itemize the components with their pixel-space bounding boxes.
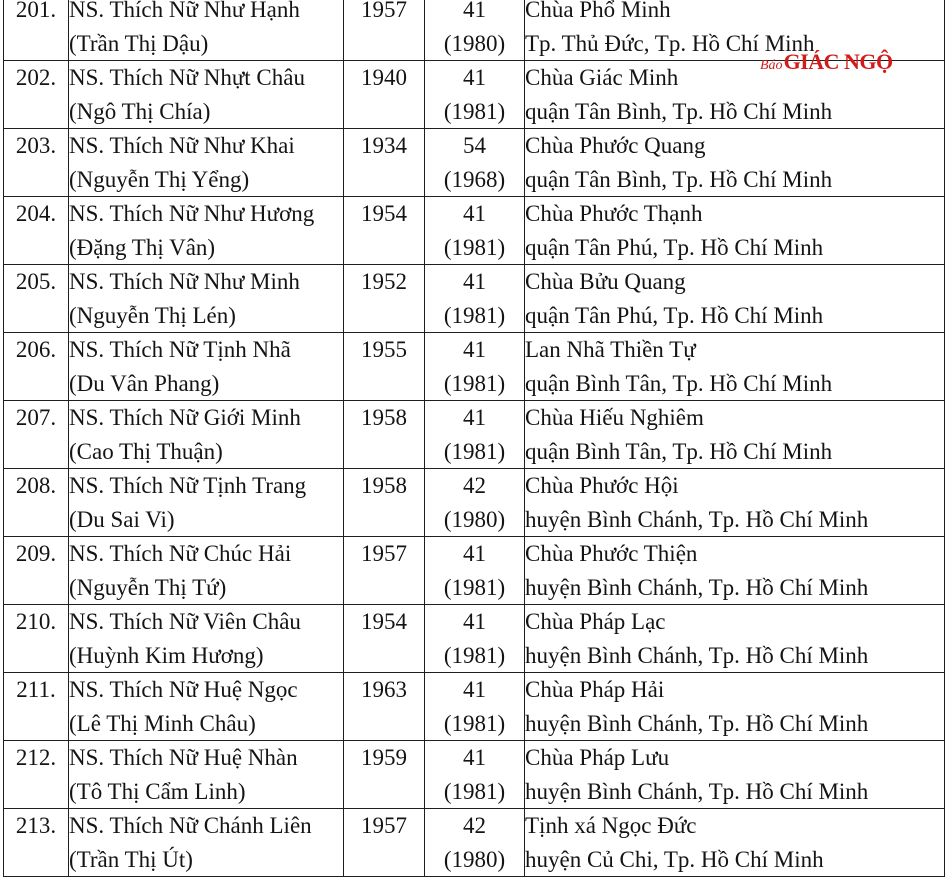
age-year: (1981) [443, 98, 506, 124]
name-cell [69, 401, 344, 469]
row-number-cell [4, 0, 69, 61]
temple-name: Chùa Pháp Hải [525, 677, 665, 702]
age-value: 41 [463, 337, 486, 362]
birth-year-cell [344, 61, 425, 129]
age-value: 41 [463, 65, 486, 90]
birth-year-cell [344, 469, 425, 537]
row-number: 209. [15, 541, 57, 566]
newspaper-watermark [760, 51, 893, 73]
name-cell [69, 197, 344, 265]
birth-year: 1958 [361, 473, 407, 498]
row-number-cell [4, 809, 69, 877]
birth-year: 1957 [361, 541, 407, 566]
dharma-name: NS. Thích Nữ Tịnh Nhã [69, 337, 291, 362]
age-value: 41 [463, 201, 486, 226]
age-value: 41 [463, 677, 486, 702]
temple-name: Chùa Phước Thạnh [525, 201, 703, 226]
row-number-cell [4, 469, 69, 537]
name-cell [69, 265, 344, 333]
birth-year-cell [344, 537, 425, 605]
birth-name: (Ngô Thị Chía) [69, 98, 211, 124]
table-row [4, 265, 945, 333]
age-year: (1968) [443, 166, 506, 192]
place-cell [525, 673, 945, 741]
birth-year: 1957 [361, 0, 407, 22]
birth-name: (Lê Thị Minh Châu) [69, 710, 256, 736]
place-cell [525, 197, 945, 265]
temple-name: Lan Nhã Thiền Tự [525, 337, 696, 362]
watermark-prefix: Báo [760, 58, 783, 73]
temple-name: Chùa Phước Hội [525, 473, 679, 498]
temple-location: quận Bình Tân, Tp. Hồ Chí Minh [525, 438, 833, 464]
roster-body [4, 0, 945, 877]
dharma-name: NS. Thích Nữ Như Khai [69, 133, 295, 158]
row-number-cell [4, 265, 69, 333]
age-year: (1981) [443, 234, 506, 260]
age-value: 41 [463, 609, 486, 634]
row-number-cell [4, 333, 69, 401]
row-number: 206. [15, 337, 57, 362]
temple-location: quận Tân Bình, Tp. Hồ Chí Minh [525, 166, 833, 192]
table-row [4, 537, 945, 605]
temple-location: huyện Bình Chánh, Tp. Hồ Chí Minh [525, 642, 869, 668]
temple-name: Chùa Hiếu Nghiêm [525, 405, 704, 430]
age-cell [425, 537, 525, 605]
birth-year: 1959 [361, 745, 407, 770]
dharma-name: NS. Thích Nữ Huệ Ngọc [69, 677, 298, 702]
temple-name: Chùa Bửu Quang [525, 269, 686, 294]
birth-year: 1940 [361, 65, 407, 90]
row-number-cell [4, 401, 69, 469]
row-number: 203. [15, 133, 57, 158]
row-number: 212. [15, 745, 57, 770]
birth-name: (Nguyễn Thị Tứ) [69, 574, 227, 600]
row-number-cell [4, 741, 69, 809]
age-year: (1980) [443, 506, 506, 532]
nun-roster-table [3, 0, 945, 877]
age-value: 41 [463, 269, 486, 294]
age-year: (1981) [443, 642, 506, 668]
row-number: 201. [15, 0, 57, 22]
temple-location: huyện Bình Chánh, Tp. Hồ Chí Minh [525, 506, 869, 532]
name-cell [69, 605, 344, 673]
age-value: 41 [463, 541, 486, 566]
birth-year-cell [344, 265, 425, 333]
dharma-name: NS. Thích Nữ Như Hương [69, 201, 315, 226]
age-year: (1981) [443, 710, 506, 736]
row-number-cell [4, 605, 69, 673]
name-cell [69, 673, 344, 741]
birth-name: (Huỳnh Kim Hương) [69, 642, 264, 668]
table-row [4, 129, 945, 197]
row-number: 213. [15, 813, 57, 838]
place-cell [525, 809, 945, 877]
temple-location: huyện Củ Chi, Tp. Hồ Chí Minh [525, 846, 824, 872]
name-cell [69, 61, 344, 129]
row-number: 204. [15, 201, 57, 226]
birth-year: 1957 [361, 813, 407, 838]
age-year: (1980) [443, 846, 506, 872]
place-cell [525, 265, 945, 333]
dharma-name: NS. Thích Nữ Chánh Liên [69, 813, 312, 838]
dharma-name: NS. Thích Nữ Tịnh Trang [69, 473, 307, 498]
name-cell [69, 0, 344, 61]
birth-name: (Nguyễn Thị Lén) [69, 302, 236, 328]
temple-location: quận Bình Tân, Tp. Hồ Chí Minh [525, 370, 833, 396]
birth-year-cell [344, 197, 425, 265]
age-cell [425, 809, 525, 877]
table-row [4, 741, 945, 809]
age-cell [425, 741, 525, 809]
age-year: (1981) [443, 574, 506, 600]
age-cell [425, 197, 525, 265]
table-row [4, 673, 945, 741]
age-year: (1981) [443, 438, 506, 464]
dharma-name: NS. Thích Nữ Như Minh [69, 269, 300, 294]
age-value: 54 [463, 133, 486, 158]
birth-year: 1963 [361, 677, 407, 702]
birth-year: 1958 [361, 405, 407, 430]
temple-name: Chùa Giác Minh [525, 65, 679, 90]
age-cell [425, 129, 525, 197]
row-number: 205. [15, 269, 57, 294]
place-cell [525, 605, 945, 673]
watermark-brand: GIÁC NGỘ [783, 49, 893, 74]
age-cell [425, 333, 525, 401]
place-cell [525, 401, 945, 469]
row-number-cell [4, 197, 69, 265]
name-cell [69, 129, 344, 197]
place-cell [525, 333, 945, 401]
name-cell [69, 741, 344, 809]
birth-name: (Trần Thị Dậu) [69, 30, 209, 56]
temple-name: Tịnh xá Ngọc Đức [525, 813, 697, 838]
dharma-name: NS. Thích Nữ Giới Minh [69, 405, 301, 430]
name-cell [69, 469, 344, 537]
birth-year: 1954 [361, 201, 407, 226]
birth-name: (Tô Thị Cẩm Linh) [69, 778, 246, 804]
birth-year: 1954 [361, 609, 407, 634]
dharma-name: NS. Thích Nữ Như Hạnh [69, 0, 300, 22]
temple-name: Chùa Phổ Minh [525, 0, 671, 22]
age-year: (1981) [443, 370, 506, 396]
birth-year-cell [344, 0, 425, 61]
temple-name: Chùa Phước Quang [525, 133, 706, 158]
birth-name: (Du Sai Vi) [69, 506, 175, 532]
name-cell [69, 537, 344, 605]
temple-location: Tp. Thủ Đức, Tp. Hồ Chí Minh [525, 30, 815, 56]
age-cell [425, 265, 525, 333]
temple-name: Chùa Phước Thiện [525, 541, 698, 566]
birth-year: 1955 [361, 337, 407, 362]
temple-location: huyện Bình Chánh, Tp. Hồ Chí Minh [525, 574, 869, 600]
row-number-cell [4, 129, 69, 197]
temple-location: quận Tân Phú, Tp. Hồ Chí Minh [525, 302, 824, 328]
age-value: 42 [463, 473, 486, 498]
age-year: (1981) [443, 302, 506, 328]
temple-location: huyện Bình Chánh, Tp. Hồ Chí Minh [525, 710, 869, 736]
place-cell [525, 741, 945, 809]
temple-location: quận Tân Bình, Tp. Hồ Chí Minh [525, 98, 833, 124]
birth-year-cell [344, 605, 425, 673]
table-row [4, 401, 945, 469]
table-row [4, 469, 945, 537]
birth-year-cell [344, 333, 425, 401]
place-cell [525, 469, 945, 537]
temple-location: huyện Bình Chánh, Tp. Hồ Chí Minh [525, 778, 869, 804]
birth-year-cell [344, 741, 425, 809]
row-number-cell [4, 61, 69, 129]
table-row [4, 197, 945, 265]
age-cell [425, 605, 525, 673]
age-cell [425, 0, 525, 61]
row-number: 202. [15, 65, 57, 90]
row-number: 207. [15, 405, 57, 430]
dharma-name: NS. Thích Nữ Chúc Hải [69, 541, 292, 566]
place-cell [525, 129, 945, 197]
birth-year: 1952 [361, 269, 407, 294]
temple-name: Chùa Pháp Lưu [525, 745, 670, 770]
dharma-name: NS. Thích Nữ Huệ Nhàn [69, 745, 298, 770]
temple-name: Chùa Pháp Lạc [525, 609, 666, 634]
temple-location: quận Tân Phú, Tp. Hồ Chí Minh [525, 234, 824, 260]
name-cell [69, 333, 344, 401]
birth-name: (Trần Thị Út) [69, 846, 193, 872]
row-number: 208. [15, 473, 57, 498]
dharma-name: NS. Thích Nữ Nhựt Châu [69, 65, 305, 90]
age-year: (1980) [443, 30, 506, 56]
age-cell [425, 61, 525, 129]
table-row [4, 333, 945, 401]
row-number: 211. [16, 677, 56, 702]
birth-year-cell [344, 809, 425, 877]
age-value: 41 [463, 405, 486, 430]
row-number-cell [4, 537, 69, 605]
age-value: 41 [463, 745, 486, 770]
place-cell [525, 537, 945, 605]
birth-name: (Đặng Thị Vân) [69, 234, 216, 260]
row-number: 210. [15, 609, 57, 634]
row-number-cell [4, 673, 69, 741]
age-cell [425, 401, 525, 469]
birth-name: (Du Vân Phang) [69, 370, 220, 396]
name-cell [69, 809, 344, 877]
age-cell [425, 673, 525, 741]
table-row [4, 809, 945, 877]
birth-year-cell [344, 129, 425, 197]
birth-name: (Nguyễn Thị Yểng) [69, 166, 250, 192]
birth-year-cell [344, 401, 425, 469]
age-value: 42 [463, 813, 486, 838]
age-year: (1981) [443, 778, 506, 804]
birth-name: (Cao Thị Thuận) [69, 438, 223, 464]
age-cell [425, 469, 525, 537]
birth-year-cell [344, 673, 425, 741]
age-value: 41 [463, 0, 486, 22]
birth-year: 1934 [361, 133, 407, 158]
table-row [4, 605, 945, 673]
dharma-name: NS. Thích Nữ Viên Châu [69, 609, 301, 634]
